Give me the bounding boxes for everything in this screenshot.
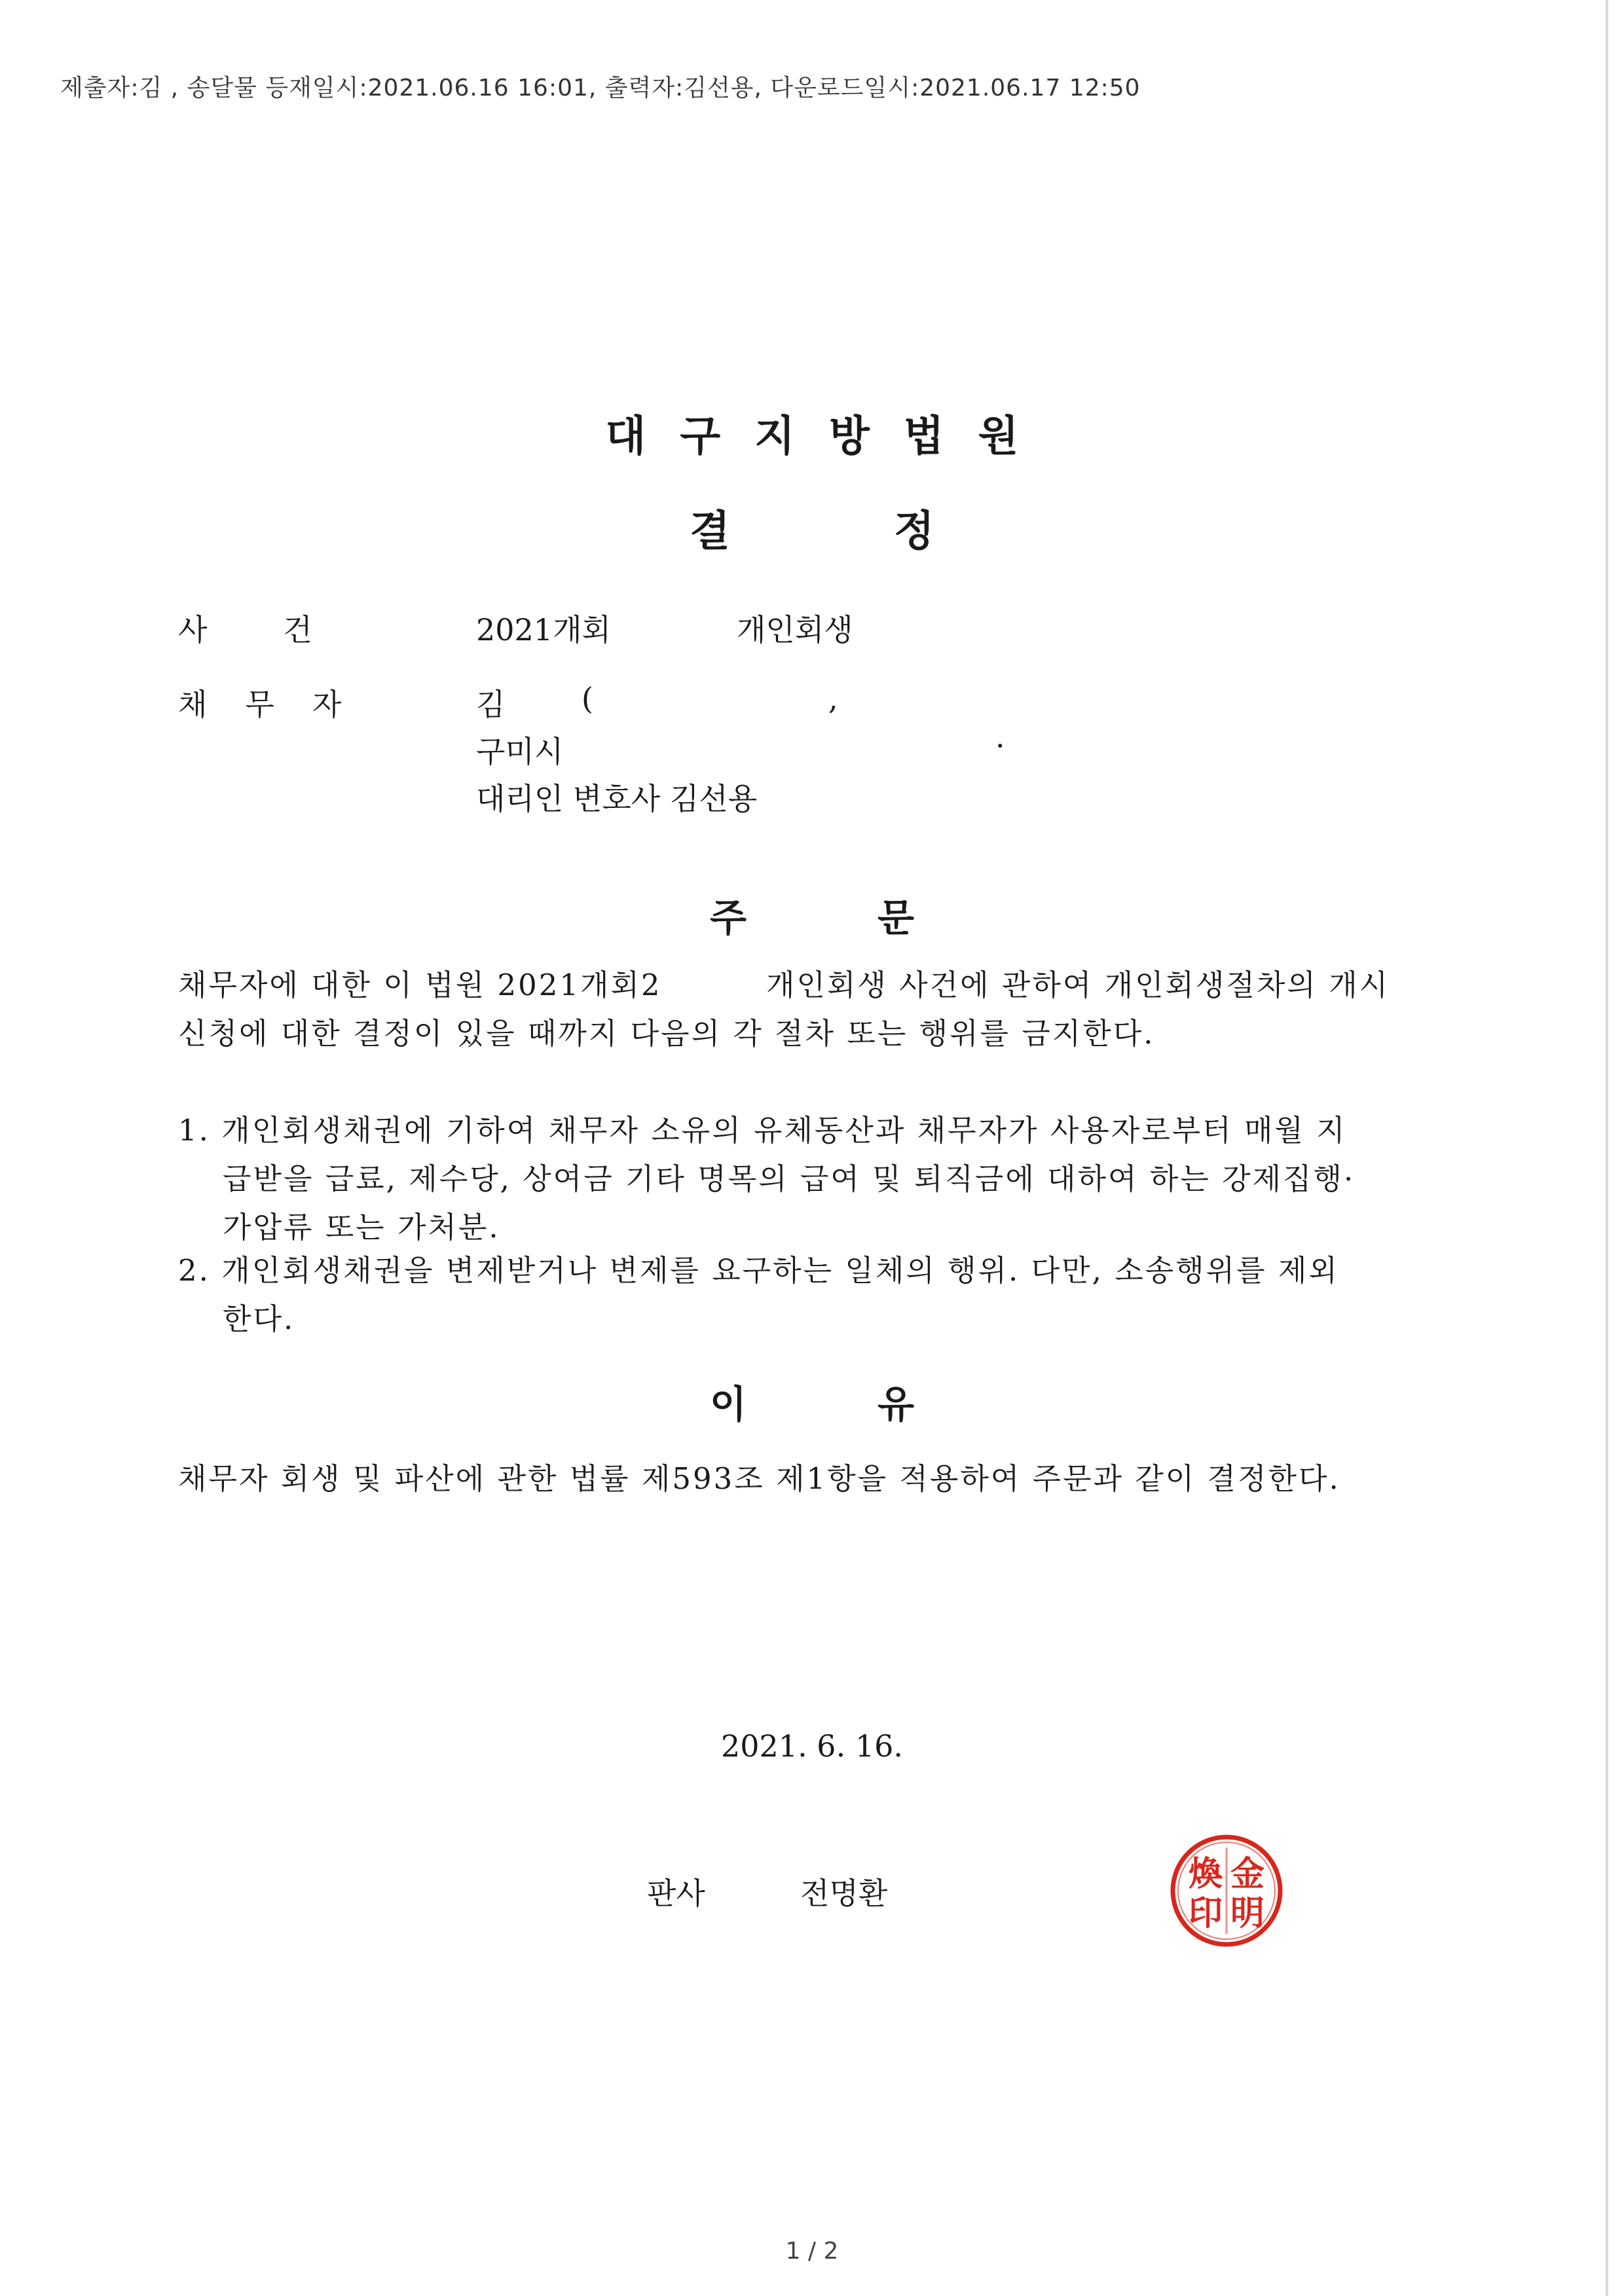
order-item-1-line-1: 1. 개인회생채권에 기하여 채무자 소유의 유체동산과 채무자가 사용자로부터 매월 지 [178, 1113, 1347, 1148]
debtor-paren: ( [581, 681, 593, 716]
seal-char-4: 印 [1188, 1893, 1223, 1933]
page-number: 1 / 2 [785, 2238, 839, 2265]
reason-text: 채무자 회생 및 파산에 관한 법률 제593조 제1항을 적용하여 주문과 같이 결정한다. [178, 1461, 1340, 1496]
order-item-1-line-3: 가압류 또는 가처분. [223, 1210, 500, 1245]
submission-header: 제출자:김 , 송달물 등재일시:2021.06.16 16:01, 출력자:김선용, 다운로드일시:2021.06.17 12:50 [60, 75, 1141, 101]
debtor-address-end: · [995, 728, 1005, 763]
order-item-2-line-1: 2. 개인회생채권을 변제받거나 변제를 요구하는 일체의 행위. 다만, 소송행위를 제외 [178, 1253, 1339, 1288]
reason-title: 이유 [709, 1382, 1046, 1427]
order-intro-line-2: 신청에 대한 결정이 있을 때까지 다음의 각 절차 또는 행위를 금지한다. [178, 1016, 1155, 1051]
order-item-2-line-2: 한다. [223, 1302, 295, 1336]
seal-char-1: 金 [1230, 1854, 1265, 1894]
court-name: 대구지방법원 [605, 412, 1053, 461]
case-type: 개인회생 [737, 612, 853, 647]
judge-title: 판사 [647, 1876, 705, 1911]
seal-char-2: 明 [1230, 1893, 1265, 1933]
debtor-name: 김 [476, 687, 506, 722]
debtor-agent: 대리인 변호사 김선용 [476, 781, 758, 816]
scan-edge [1606, 0, 1608, 2296]
judge-name: 전명환 [800, 1876, 888, 1911]
order-intro-line-1: 채무자에 대한 이 법원 2021개회2 [178, 968, 662, 1002]
seal-char-3: 煥 [1188, 1854, 1223, 1894]
case-label: 사건 [178, 612, 388, 647]
order-title: 주문 [709, 896, 1046, 940]
order-intro-line-1b: 개인회생 사건에 관하여 개인회생절차의 개시 [766, 968, 1390, 1002]
order-item-1-line-2: 급받을 급료, 제수당, 상여금 기타 명목의 급여 및 퇴직금에 대하여 하는 강제집행· [223, 1161, 1356, 1196]
case-number: 2021개회 [476, 612, 611, 647]
document-title: 결정 [690, 507, 1098, 556]
debtor-label: 채무자 [178, 687, 380, 722]
judge-seal [1169, 1833, 1284, 1948]
debtor-address: 구미시 [476, 734, 564, 769]
decision-date: 2021. 6. 16. [721, 1728, 903, 1764]
debtor-comma: , [828, 681, 838, 716]
